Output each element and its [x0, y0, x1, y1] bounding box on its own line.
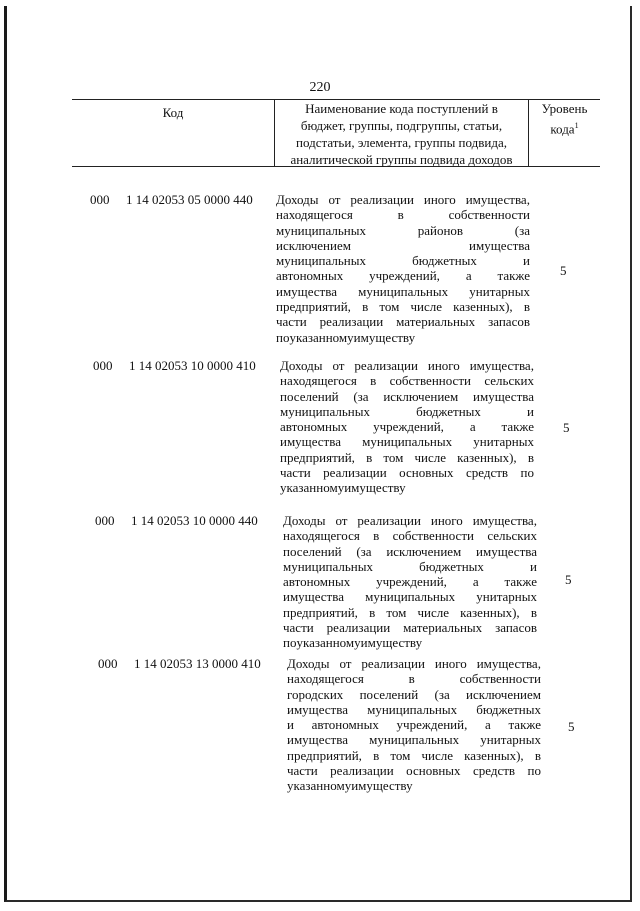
description-word: по [283, 635, 297, 651]
description-word: том [390, 747, 411, 763]
description-word: в [362, 299, 369, 315]
description-word: числе [417, 604, 450, 620]
description-word: числе [421, 747, 454, 763]
description-word: исключением [466, 686, 541, 702]
description-line [287, 717, 541, 732]
description-line [287, 671, 541, 686]
description-line [283, 589, 537, 604]
description-line [276, 299, 530, 314]
description-word: имущества, [476, 656, 541, 671]
description-line [287, 656, 541, 671]
description-word: имущества, [469, 358, 534, 373]
description-word: городских [287, 686, 344, 702]
description-word: иного [423, 192, 456, 207]
description-word: части [287, 763, 318, 779]
classifier-cell: 000 [90, 192, 110, 207]
description-word: (за [353, 388, 369, 404]
header-name [274, 100, 528, 166]
description-line [280, 373, 534, 388]
description-word: учреждений, [376, 574, 447, 590]
description-word: (за [356, 543, 372, 559]
description-word: (за [434, 686, 450, 702]
description-word: запасов [495, 620, 537, 636]
description-word: предприятий, [276, 299, 351, 315]
code-cell: 1 14 02053 05 0000 440 [126, 192, 253, 207]
description-word: том [386, 604, 407, 620]
level-cell: 5 [565, 572, 572, 587]
description-word: Доходы [280, 358, 323, 373]
description-word: учреждений, [373, 419, 444, 435]
description-line [287, 778, 541, 793]
description-line [280, 465, 534, 480]
description-word: исключением [383, 388, 459, 404]
description-word: числе [410, 299, 443, 315]
description-word: запасов [488, 314, 530, 330]
description-line [280, 480, 534, 495]
description-line [280, 434, 534, 449]
description-word: части [280, 465, 311, 481]
description-word: том [379, 299, 400, 315]
description-line [283, 574, 537, 589]
description-word: по [276, 329, 290, 345]
description-word: указанному [280, 480, 345, 496]
description-word: а [465, 268, 472, 284]
description-word: бюджетных [476, 701, 541, 717]
description-word: районов [417, 222, 464, 238]
level-cell: 5 [560, 263, 567, 278]
description-word: муниципальных [365, 589, 456, 605]
description-cell [280, 358, 534, 496]
description-word: имуществу [351, 778, 413, 794]
description-word: автономных [311, 717, 379, 733]
description-cell [276, 192, 530, 345]
header-level-line-2 [529, 117, 600, 137]
description-word: реализации [330, 763, 394, 779]
description-word: в [369, 604, 376, 620]
description-word: муниципальных [276, 222, 367, 238]
description-line [283, 513, 537, 528]
description-cell [287, 656, 541, 794]
description-word: и [527, 403, 534, 419]
description-word: и [523, 253, 530, 269]
page-number: 220 [309, 80, 331, 95]
description-line [276, 268, 530, 283]
description-word: а [485, 717, 491, 733]
description-word: предприятий, [287, 747, 362, 763]
description-word: части [276, 314, 307, 330]
description-word: указанному [296, 635, 361, 651]
description-word: собственности [389, 373, 471, 389]
description-word: автономных [283, 574, 351, 590]
description-word: также [497, 268, 530, 284]
description-word: от [335, 513, 348, 528]
description-word: реализации [354, 358, 418, 373]
description-word: имущества, [465, 192, 530, 207]
description-word: материальных [403, 620, 483, 636]
description-word: указанному [287, 778, 352, 794]
description-line [283, 605, 537, 620]
description-line [287, 687, 541, 702]
description-word: реализации [323, 465, 387, 481]
description-word: Доходы [276, 192, 319, 207]
description-line [287, 702, 541, 717]
description-word: муниципальных [283, 558, 374, 574]
description-line [276, 314, 530, 329]
description-word: реализации [326, 620, 391, 636]
description-line [276, 284, 530, 299]
description-word: предприятий, [280, 449, 355, 465]
description-line [276, 207, 530, 222]
description-word: казенных), [464, 747, 524, 763]
description-word: а [472, 574, 479, 590]
description-word: части [283, 620, 314, 636]
description-word: также [504, 574, 537, 590]
description-word: том [383, 449, 404, 465]
code-cell: 1 14 02053 10 0000 410 [129, 358, 256, 373]
description-word: бюджетных [416, 403, 481, 419]
description-word: числе [414, 449, 447, 465]
description-word: средств [465, 465, 509, 481]
description-word: в [366, 449, 373, 465]
description-word: имущества, [472, 513, 537, 528]
description-word: автономных [276, 268, 344, 284]
description-word: поселений [280, 388, 339, 404]
description-word: в [370, 373, 377, 389]
description-word: имущества [287, 732, 348, 748]
level-cell: 5 [568, 719, 575, 734]
description-word: реализации [357, 513, 421, 528]
description-word: в [530, 604, 537, 620]
description-word: средств [472, 763, 516, 779]
description-word: в [373, 528, 380, 544]
header-name-line: подстатьи, элемента, группы подвида, [296, 135, 507, 150]
description-word: и [530, 558, 537, 574]
description-word: муниципальных [280, 403, 371, 419]
description-word: иного [430, 513, 463, 528]
description-word: исключением [276, 237, 351, 253]
description-line [283, 528, 537, 543]
description-word: имущества [473, 388, 534, 404]
description-word: находящегося [276, 207, 353, 223]
header-level-line: Уровень [541, 101, 588, 116]
description-word: (за [514, 222, 530, 238]
description-word: от [332, 358, 345, 373]
description-word: собственности [448, 207, 530, 223]
header-name-line: бюджет, группы, подгруппы, статьи, [300, 118, 503, 133]
description-line [283, 544, 537, 559]
description-word: имуществу [353, 329, 416, 345]
description-word: муниципальных [367, 701, 458, 717]
description-line [276, 330, 530, 345]
description-word: имущества [287, 701, 348, 717]
description-word: находящегося [287, 671, 364, 687]
description-word: предприятий, [283, 604, 358, 620]
description-line [276, 192, 530, 207]
description-word: сельских [484, 373, 534, 389]
description-word: от [328, 192, 341, 207]
description-word: реализации [319, 314, 384, 330]
code-cell: 1 14 02053 10 0000 440 [131, 513, 258, 528]
description-line [276, 238, 530, 253]
description-word: по [520, 465, 534, 481]
description-word: в [527, 449, 534, 465]
description-word: муниципальных [369, 732, 460, 748]
description-word: учреждений, [396, 717, 468, 733]
description-word: унитарных [473, 434, 534, 450]
description-word: исключением [386, 543, 462, 559]
description-word: реализации [350, 192, 414, 207]
description-word: казенных), [460, 604, 520, 620]
description-line [283, 635, 537, 650]
description-word: по [527, 763, 541, 779]
description-word: муниципальных [276, 253, 367, 269]
description-word: бюджетных [419, 558, 484, 574]
description-word: иного [427, 358, 460, 373]
level-cell: 5 [563, 420, 570, 435]
description-word: казенных), [457, 449, 517, 465]
description-line [283, 559, 537, 574]
header-level-text: кода [550, 121, 575, 137]
code-cell: 1 14 02053 13 0000 410 [134, 656, 261, 671]
description-word: и [287, 717, 294, 733]
description-word: а [469, 419, 476, 435]
description-word: собственности [392, 528, 474, 544]
description-line [287, 732, 541, 747]
description-line [287, 763, 541, 778]
description-word: имущества [476, 543, 537, 559]
description-line [276, 223, 530, 238]
description-word: находящегося [283, 528, 360, 544]
description-word: в [523, 299, 530, 315]
description-word: собственности [459, 671, 541, 687]
description-line [276, 253, 530, 268]
description-word: автономных [280, 419, 348, 435]
description-word: имуществу [360, 635, 423, 651]
description-word: реализации [361, 656, 425, 671]
classifier-cell: 000 [98, 656, 118, 671]
description-line [283, 620, 537, 635]
table-header [72, 99, 600, 167]
header-code: Код [162, 105, 184, 120]
description-line [280, 450, 534, 465]
description-word: также [501, 419, 534, 435]
description-word: сельских [487, 528, 537, 544]
description-word: унитарных [476, 589, 537, 605]
description-word: в [397, 207, 404, 223]
description-word: имуществу [344, 480, 406, 496]
description-word: в [408, 671, 415, 687]
classifier-cell: 000 [95, 513, 115, 528]
description-word: учреждений, [369, 268, 440, 284]
description-word: также [508, 717, 541, 733]
description-word: иного [434, 656, 467, 671]
description-word: унитарных [469, 283, 530, 299]
description-word: поселений [359, 686, 419, 702]
description-line [280, 358, 534, 373]
description-word: поселений [283, 543, 342, 559]
header-name-line: Наименование кода поступлений в [305, 101, 498, 116]
footnote-marker: 1 [574, 121, 579, 130]
description-word: в [534, 747, 541, 763]
description-word: муниципальных [362, 434, 453, 450]
description-word: материальных [396, 314, 476, 330]
header-level [528, 100, 600, 166]
description-word: казенных), [453, 299, 513, 315]
description-word: от [339, 656, 352, 671]
description-line [280, 389, 534, 404]
description-word: имущества [280, 434, 341, 450]
description-word: Доходы [287, 656, 330, 671]
description-word: имущества [469, 237, 530, 253]
description-word: имущества [283, 589, 344, 605]
description-line [280, 404, 534, 419]
description-word: основных [406, 763, 461, 779]
description-word: основных [399, 465, 454, 481]
description-word: Доходы [283, 513, 326, 528]
classifier-cell: 000 [93, 358, 113, 373]
header-name-line: аналитической группы подвида доходов [290, 152, 513, 167]
description-word: находящегося [280, 373, 357, 389]
description-line [280, 419, 534, 434]
description-line [287, 748, 541, 763]
description-cell [283, 513, 537, 651]
description-word: указанному [289, 329, 354, 345]
description-word: унитарных [480, 732, 541, 748]
description-word: муниципальных [358, 283, 449, 299]
description-word: в [373, 747, 380, 763]
description-word: имущества [276, 283, 337, 299]
description-word: бюджетных [412, 253, 477, 269]
